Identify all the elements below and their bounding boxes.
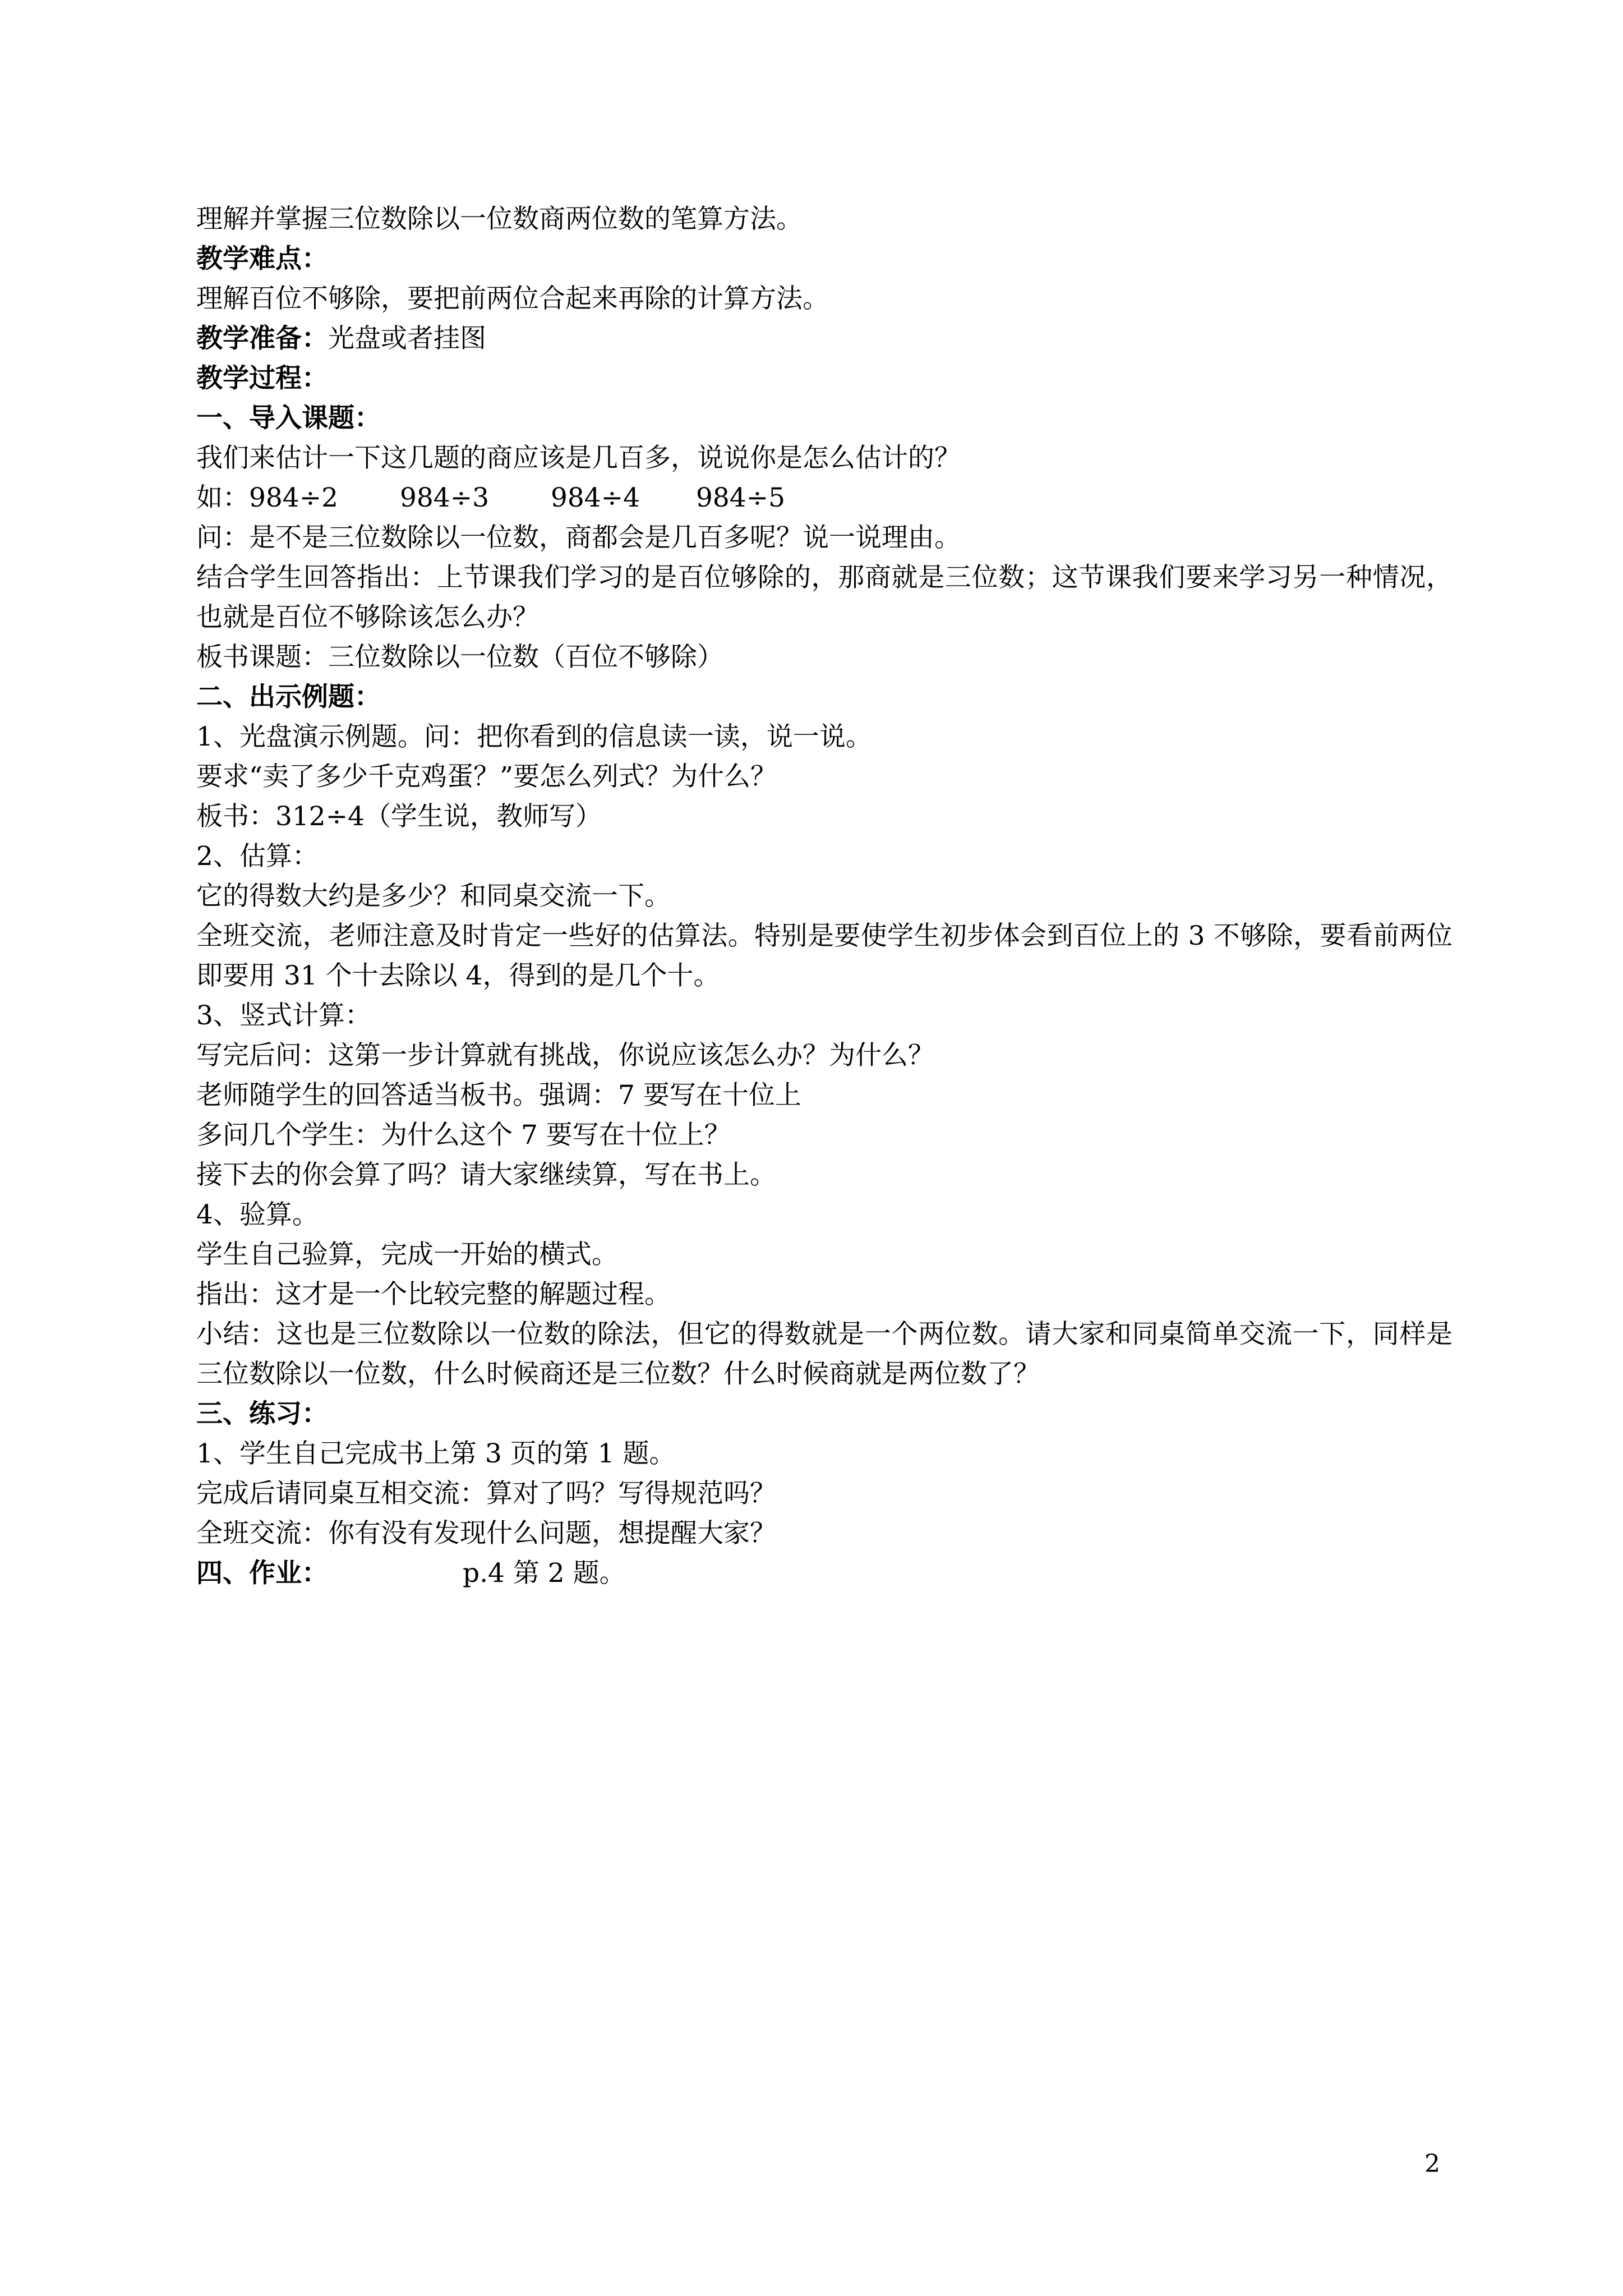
step-3-question: 写完后问：这第一步计算就有挑战，你说应该怎么办？为什么？: [196, 1040, 934, 1071]
question-text: 问：是不是三位数除以一位数，商都会是几百多呢？说一说理由。: [196, 522, 961, 553]
document-body: [196, 199, 1453, 1593]
example-expressions: [196, 478, 1453, 518]
conclusion-paragraph: 小结：这也是三位数除以一位数的除法，但它的得数就是一个两位数。请大家和同桌简单交流一下，同样是三位数除以一位数，什么时候商还是三位数？什么时候商就是两位数了？: [196, 1319, 1453, 1389]
preparation-line: [196, 319, 1453, 358]
estimate-question: 我们来估计一下这几题的商应该是几百多，说说你是怎么估计的？: [196, 443, 961, 473]
summary-paragraph: 结合学生回答指出：上节课我们学习的是百位够除的，那商就是三位数；这节课我们要来学习另一种情况，也就是百位不够除该怎么办？: [196, 562, 1453, 633]
section-one-heading: 一、导入课题：: [196, 403, 381, 434]
page-number: 2: [1424, 2150, 1440, 2178]
ask-students: 多问几个学生：为什么这个 7 要写在十位上？: [196, 1120, 731, 1151]
peer-exchange: 完成后请同桌互相交流：算对了吗？写得规范吗？: [196, 1478, 776, 1509]
difficulty-text: 理解百位不够除，要把前两位合起来再除的计算方法。: [196, 283, 829, 314]
process-heading: 教学过程：: [196, 363, 328, 394]
verification-text: 学生自己验算，完成一开始的横式。: [196, 1239, 618, 1270]
objective-text: 理解并掌握三位数除以一位数商两位数的笔算方法。: [196, 204, 803, 234]
expression-4: 984÷5: [696, 482, 785, 513]
expression-1: 如：984÷2: [196, 482, 338, 513]
step-2-heading: 2、估算：: [196, 841, 319, 872]
step-2-question: 它的得数大约是多少？和同桌交流一下。: [196, 881, 671, 912]
preparation-label: 教学准备：: [196, 323, 328, 354]
expression-2: 984÷3: [400, 482, 489, 513]
continue-calculation: 接下去的你会算了吗？请大家继续算，写在书上。: [196, 1159, 776, 1190]
difficulty-heading: 教学难点：: [196, 243, 328, 274]
expression-3: 984÷4: [551, 482, 640, 513]
practice-item-1: 1、学生自己完成书上第 3 页的第 1 题。: [196, 1438, 676, 1469]
step-3-heading: 3、竖式计算：: [196, 1000, 371, 1031]
section-three-heading: 三、练习：: [196, 1398, 328, 1429]
step-4-heading: 4、验算。: [196, 1199, 319, 1230]
homework-line: [196, 1553, 1453, 1593]
board-title: 板书课题：三位数除以一位数（百位不够除）: [196, 642, 723, 673]
homework-label: 四、作业：: [196, 1558, 328, 1589]
step-1-question: 要求“卖了多少千克鸡蛋？”要怎么列式？为什么？: [196, 761, 777, 792]
estimate-discussion: 全班交流，老师注意及时肯定一些好的估算法。特别是要使学生初步体会到百位上的 3 不够除，要看前两位即要用 31 个十去除以 4，得到的是几个十。: [196, 921, 1453, 991]
preparation-text: 光盘或者挂图: [328, 323, 486, 354]
point-out-text: 指出：这才是一个比较完整的解题过程。: [196, 1279, 671, 1310]
teacher-note: 老师随学生的回答适当板书。强调：7 要写在十位上: [196, 1080, 801, 1111]
step-1-text: 1、光盘演示例题。问：把你看到的信息读一读，说一说。: [196, 721, 872, 752]
homework-text: p.4 第 2 题。: [463, 1558, 626, 1589]
class-exchange: 全班交流：你有没有发现什么问题，想提醒大家？: [196, 1518, 776, 1549]
section-two-heading: 二、出示例题：: [196, 682, 381, 712]
board-expression: 板书：312÷4（学生说，教师写）: [196, 801, 602, 832]
